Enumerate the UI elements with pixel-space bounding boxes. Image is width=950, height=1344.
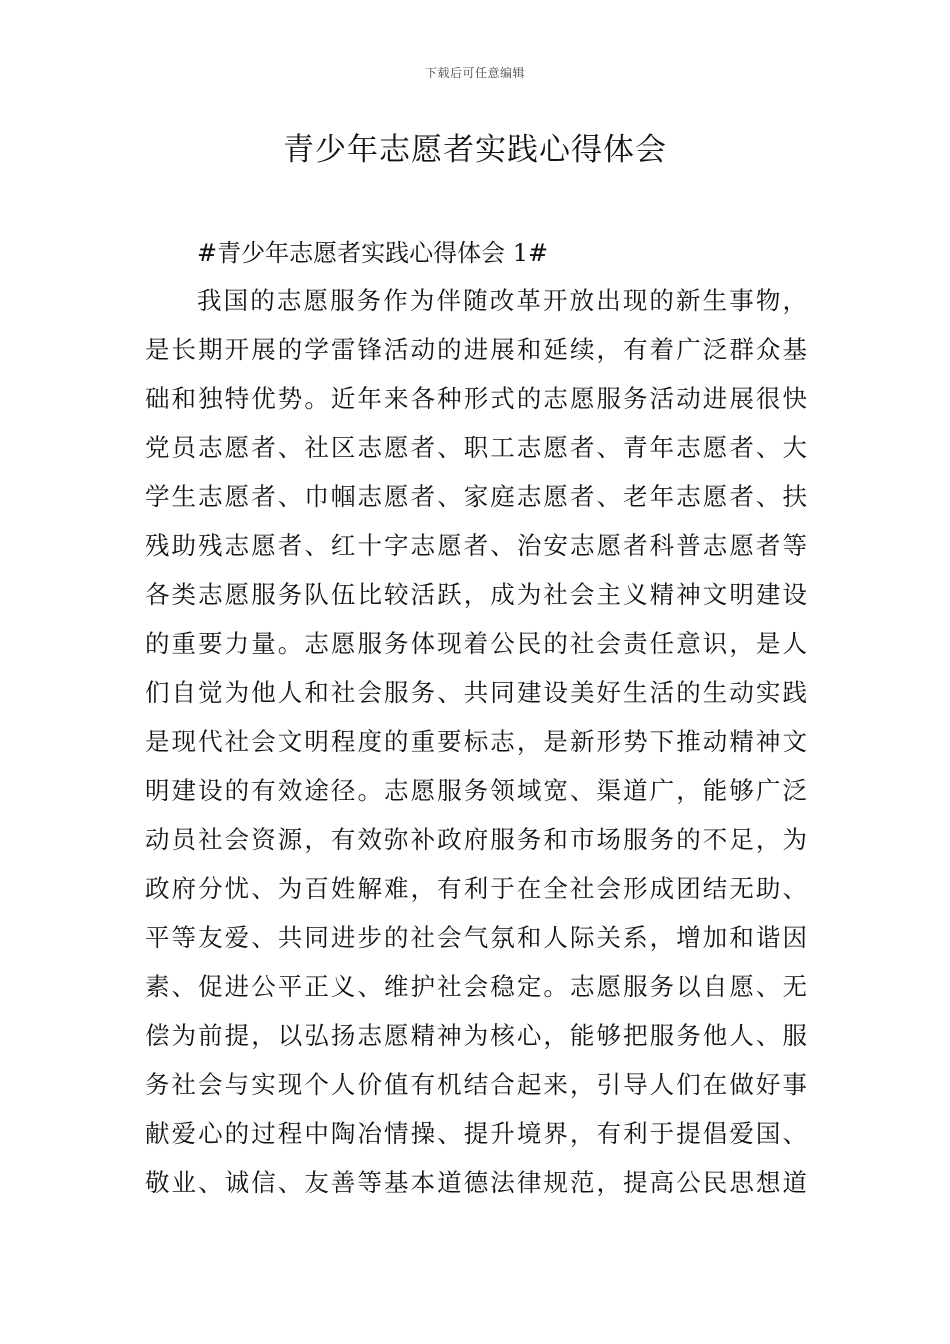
body-line: 务社会与实现个人价值有机结合起来，引导人们在做好事 [145,1070,807,1099]
body-line: 础和独特优势。近年来各种形式的志愿服务活动进展很快 [145,384,807,413]
body-line: 明建设的有效途径。志愿服务领域宽、渠道广，能够广泛 [145,776,807,805]
body-line: 是长期开展的学雷锋活动的进展和延续，有着广泛群众基 [145,335,807,364]
section-heading: #青少年志愿者实践心得体会 1# [197,239,549,267]
header-note: 下载后可任意编辑 [424,66,525,80]
body-line: 党员志愿者、社区志愿者、职工志愿者、青年志愿者、大 [145,433,807,462]
body-line: 偿为前提，以弘扬志愿精神为核心，能够把服务他人、服 [145,1021,807,1050]
body-line: 是现代社会文明程度的重要标志，是新形势下推动精神文 [145,727,807,756]
body-line: 残助残志愿者、红十字志愿者、治安志愿者科普志愿者等 [145,531,807,560]
body-line: 动员社会资源，有效弥补政府服务和市场服务的不足，为 [145,825,807,854]
body-line: 敬业、诚信、友善等基本道德法律规范，提高公民思想道 [145,1168,807,1197]
page-title: 青少年志愿者实践心得体会 [283,132,667,168]
body-line: 各类志愿服务队伍比较活跃，成为社会主义精神文明建设 [145,580,807,609]
body-line: 们自觉为他人和社会服务、共同建设美好生活的生动实践 [145,678,807,707]
body-line: 的重要力量。志愿服务体现着公民的社会责任意识，是人 [145,629,807,658]
body-line: 素、促进公平正义、维护社会稳定。志愿服务以自愿、无 [145,972,807,1001]
body-line: 献爱心的过程中陶冶情操、提升境界，有利于提倡爱国、 [145,1119,807,1148]
body-line: 学生志愿者、巾帼志愿者、家庭志愿者、老年志愿者、扶 [145,482,807,511]
body-line: 平等友爱、共同进步的社会气氛和人际关系，增加和谐因 [145,923,807,952]
body-line: 我国的志愿服务作为伴随改革开放出现的新生事物， [197,286,807,315]
body-line: 政府分忧、为百姓解难，有利于在全社会形成团结无助、 [145,874,807,903]
